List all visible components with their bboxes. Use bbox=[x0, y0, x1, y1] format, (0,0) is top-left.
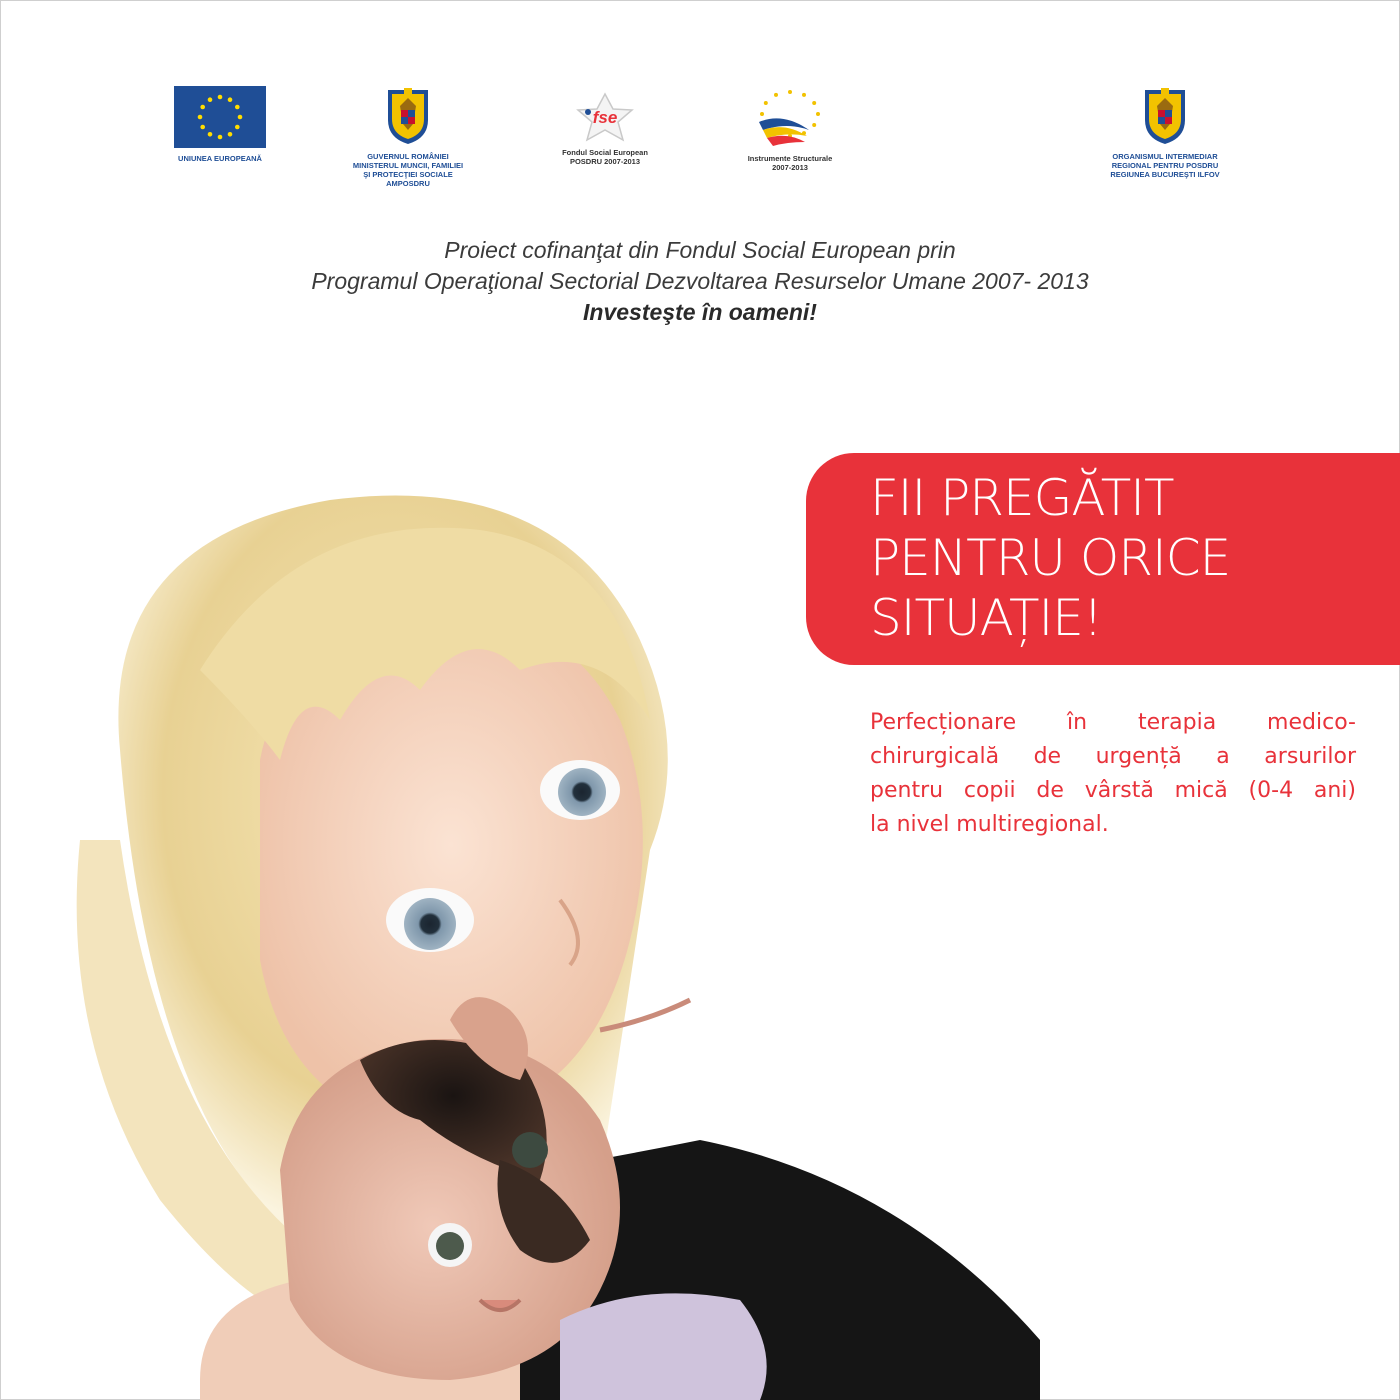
project-statement bbox=[0, 235, 1400, 328]
description-line-3: pentru copii de vârstă mică (0-4 ani) bbox=[870, 778, 1356, 803]
description-line-2: chirurgicală de urgență a arsurilor bbox=[870, 744, 1356, 769]
intermediate-body-logo bbox=[1085, 86, 1245, 179]
structural-instruments-logo bbox=[725, 86, 855, 172]
structural-star bbox=[812, 101, 816, 105]
government-logo bbox=[328, 86, 488, 188]
eu-star bbox=[208, 97, 213, 102]
structural-star bbox=[774, 93, 778, 97]
structural-star bbox=[816, 112, 820, 116]
fse-mark: fse bbox=[592, 108, 618, 127]
fse-caption: Fondul Social European POSDRU 2007-2013 bbox=[562, 148, 648, 166]
project-slogan: Investeşte în oameni! bbox=[583, 299, 817, 325]
eu-logo bbox=[160, 86, 280, 163]
fse-logo bbox=[540, 92, 670, 166]
headline-line-1: FII PREGĂTIT bbox=[870, 469, 1174, 527]
intermediate-caption: ORGANISMUL INTERMEDIAR REGIONAL PENTRU POSDRU REGIUNEA BUCUREŞTI ILFOV bbox=[1110, 152, 1220, 179]
eu-star bbox=[235, 105, 240, 110]
structural-caption: Instrumente Structurale 2007-2013 bbox=[747, 154, 833, 172]
course-description bbox=[870, 706, 1356, 842]
eu-star bbox=[235, 125, 240, 130]
eu-star bbox=[218, 135, 223, 140]
eu-star bbox=[208, 132, 213, 137]
romania-coat-of-arms-icon bbox=[383, 86, 433, 146]
instrumente-structurale-logo-icon bbox=[753, 86, 827, 148]
headline-line-2: PENTRU ORICE bbox=[870, 529, 1231, 587]
headline-line-3: SITUAȚIE! bbox=[870, 589, 1102, 647]
eu-star bbox=[200, 125, 205, 130]
headline-title bbox=[870, 468, 1390, 648]
description-line-4: la nivel multiregional. bbox=[870, 812, 1109, 837]
eu-star bbox=[198, 115, 203, 120]
project-line-1: Proiect cofinanţat din Fondul Social European prin bbox=[444, 237, 956, 263]
government-caption: GUVERNUL ROMÂNIEI MINISTERUL MUNCII, FAMILIEI ŞI PROTECŢIEI SOCIALE AMPOSDRU bbox=[352, 152, 464, 188]
fse-star-logo-icon bbox=[570, 92, 640, 142]
eu-star bbox=[200, 105, 205, 110]
eu-star bbox=[218, 95, 223, 100]
structural-star bbox=[812, 123, 816, 127]
eu-caption: UNIUNEA EUROPEANĂ bbox=[178, 154, 262, 163]
structural-star bbox=[764, 101, 768, 105]
eu-star bbox=[228, 97, 233, 102]
structural-star bbox=[760, 112, 764, 116]
project-line-2: Programul Operaţional Sectorial Dezvoltarea Resurselor Umane 2007- 2013 bbox=[311, 268, 1089, 294]
romania-coat-of-arms-icon bbox=[1140, 86, 1190, 146]
eu-star bbox=[228, 132, 233, 137]
structural-star bbox=[788, 90, 792, 94]
structural-star bbox=[802, 93, 806, 97]
eu-star bbox=[238, 115, 243, 120]
eu-flag-icon bbox=[174, 86, 266, 148]
description-line-1: Perfecționare în terapia medico- bbox=[870, 710, 1356, 735]
